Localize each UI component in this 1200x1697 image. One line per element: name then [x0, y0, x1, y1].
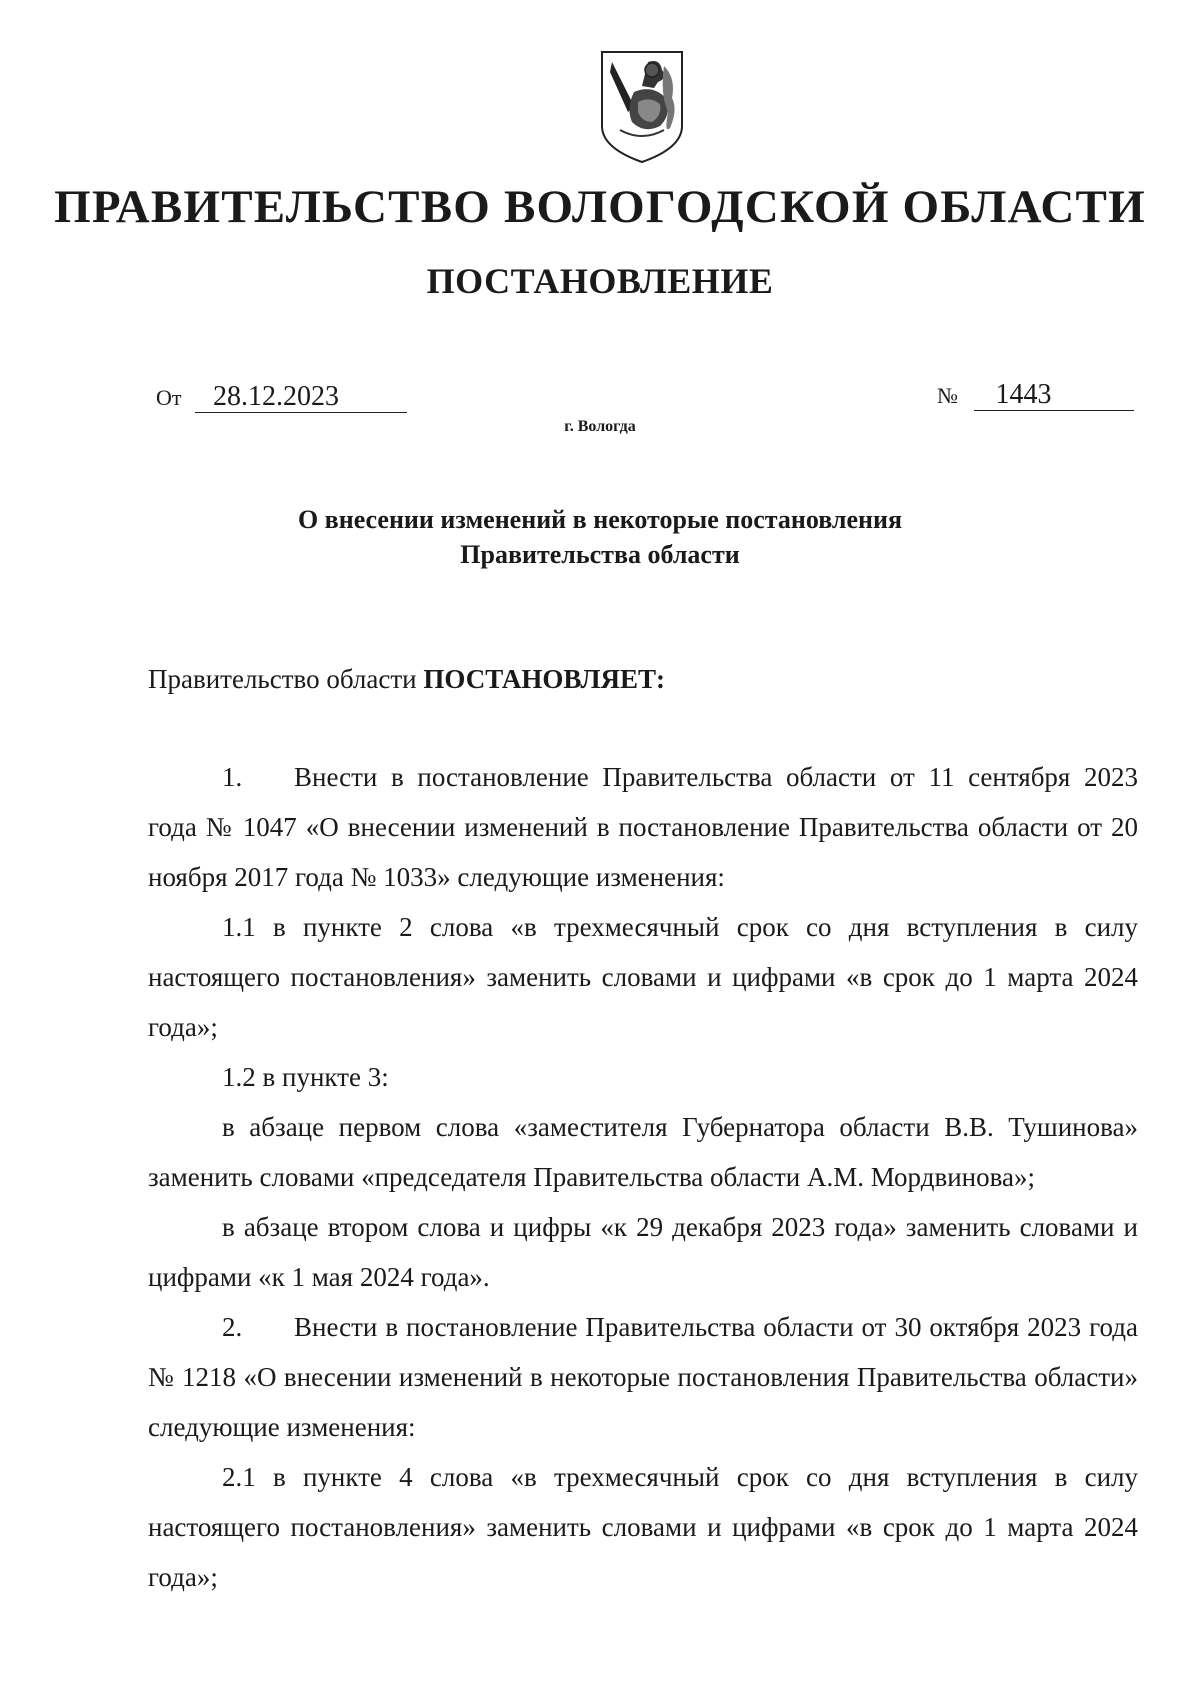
paragraph [148, 902, 1138, 1052]
preamble [148, 664, 665, 695]
city-label: г. Вологда [564, 418, 636, 435]
paragraph-text: 1.2 в пункте 3: [222, 1062, 389, 1092]
paragraph-number: 1. [222, 762, 243, 792]
date-label: От [156, 385, 182, 410]
subject-line-1: О внесении изменений в некоторые постановления [297, 505, 903, 534]
paragraph [148, 1202, 1138, 1302]
number-label: № [937, 383, 958, 408]
document-date [156, 382, 407, 413]
paragraph-text: в абзаце втором слова и цифры «к 29 декабря 2023 года» заменить словами и цифрами «к 1 мая 2024 года». [148, 1212, 1138, 1292]
paragraph [148, 1302, 1138, 1452]
paragraph-text: Внести в постановление Правительства области от 30 октября 2023 года № 1218 «О внесении изменений в некоторые постановления Правительства области» следующие изменения: [148, 1312, 1138, 1442]
date-value: 28.12.2023 [195, 382, 407, 413]
subject-line-2: Правительства области [460, 540, 740, 569]
paragraph [148, 1452, 1138, 1602]
document-body [148, 752, 1138, 1602]
document-subject [0, 502, 1200, 572]
paragraph [148, 1102, 1138, 1202]
paragraph-text: Внести в постановление Правительства области от 11 сентября 2023 года № 1047 «О внесении изменений в постановление Правительства области от 20 ноября 2017 года № 1033» следующие изменения: [148, 762, 1138, 892]
paragraph-number: 2. [222, 1312, 243, 1342]
document-type: ПОСТАНОВЛЕНИЕ [426, 261, 774, 301]
number-value: 1443 [974, 380, 1134, 411]
coat-of-arms-icon [598, 48, 686, 166]
preamble-text: Правительство области [148, 664, 424, 694]
paragraph-text: 2.1 в пункте 4 слова «в трехмесячный срок со дня вступления в силу настоящего постановления» заменить словами и цифрами «в срок до 1 марта 2024 года»; [148, 1462, 1138, 1592]
document-number [937, 380, 1134, 411]
paragraph [148, 1052, 1138, 1102]
paragraph-text: 1.1 в пункте 2 слова «в трехмесячный срок со дня вступления в силу настоящего постановления» заменить словами и цифрами «в срок до 1 марта 2024 года»; [148, 912, 1138, 1042]
organization-title: ПРАВИТЕЛЬСТВО ВОЛОГОДСКОЙ ОБЛАСТИ [54, 181, 1146, 233]
preamble-decree-word: ПОСТАНОВЛЯЕТ: [423, 664, 665, 694]
paragraph-text: в абзаце первом слова «заместителя Губернатора области В.В. Тушинова» заменить словами «председателя Правительства области А.М. Мордвинова»; [148, 1112, 1138, 1192]
paragraph [148, 752, 1138, 902]
